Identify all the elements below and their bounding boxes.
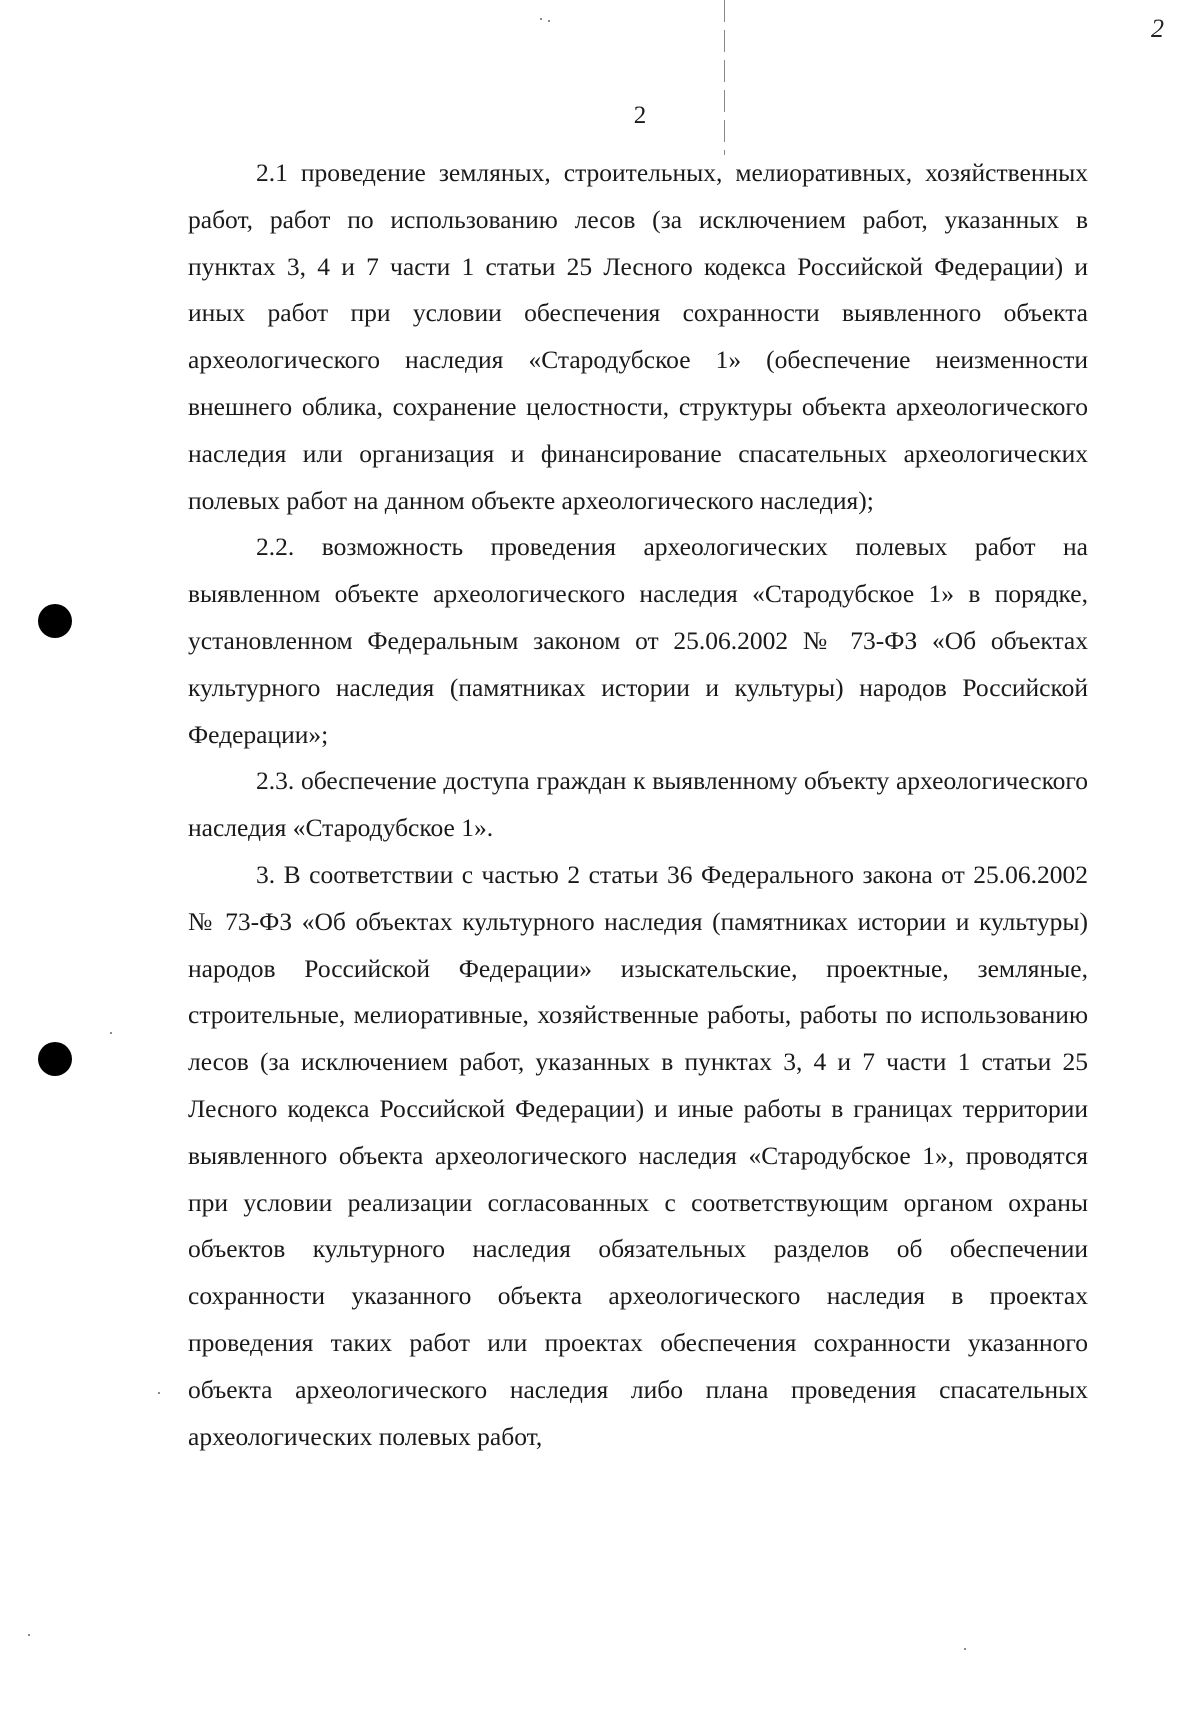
paragraph-2-1: 2.1 проведение земляных, строительных, мелиоративных, хозяйственных работ, работ по использованию лесов (за исключением работ, указанных в пунктах 3, 4 и 7 части 1 статьи 25 Лесного кодекса Российской Федерации) и иных работ при условии обеспечения сохранности выявленного объекта археологического наследия «Стародубское 1» (обеспечение неизменности внешнего облика, сохранение целостности, структуры объекта археологического наследия или организация и финансирование спасательных археологических полевых работ на данном объекте археологического наследия); <box>188 158 1088 515</box>
punch-hole-icon <box>38 1042 72 1076</box>
document-body <box>188 150 1088 1460</box>
scan-speck <box>110 1032 112 1034</box>
scan-speck <box>540 18 542 20</box>
paragraph-2-2: 2.2. возможность проведения археологических полевых работ на выявленном объекте археологического наследия «Стародубское 1» в порядке, установленном Федеральным законом от 25.06.2002 № 73-ФЗ «Об объектах культурного наследия (памятниках истории и культуры) народов Российской Федерации»; <box>188 532 1088 749</box>
scan-speck <box>548 20 550 22</box>
scan-speck <box>158 1392 160 1394</box>
page-number: 2 <box>633 102 647 129</box>
paragraph-3: 3. В соответствии с частью 2 статьи 36 Федерального закона от 25.06.2002 № 73-ФЗ «Об объектах культурного наследия (памятниках истории и культуры) народов Российской Федерации» изыскательские, проектные, земляные, строительные, мелиоративные, хозяйственные работы, работы по использованию лесов (за исключением работ, указанных в пунктах 3, 4 и 7 части 1 статьи 25 Лесного кодекса Российской Федерации) и иные работы в границах территории выявленного объекта археологического наследия «Стародубское 1», проводятся при условии реализации согласованных с соответствующим органом охраны объектов культурного наследия обязательных разделов об обеспечении сохранности указанного объекта археологического наследия в проектах проведения таких работ или проектах обеспечения сохранности указанного объекта археологического наследия либо плана проведения спасательных археологических полевых работ, <box>188 859 1088 1451</box>
paragraph-2-3: 2.3. обеспечение доступа граждан к выявленному объекту археологического наследия «Стародубское 1». <box>188 766 1088 843</box>
handwritten-page-mark: 2 <box>1151 14 1164 43</box>
scan-speck <box>28 1634 30 1636</box>
scan-speck <box>964 1648 966 1650</box>
scan-fold-line <box>724 0 725 155</box>
punch-hole-icon <box>38 604 72 638</box>
